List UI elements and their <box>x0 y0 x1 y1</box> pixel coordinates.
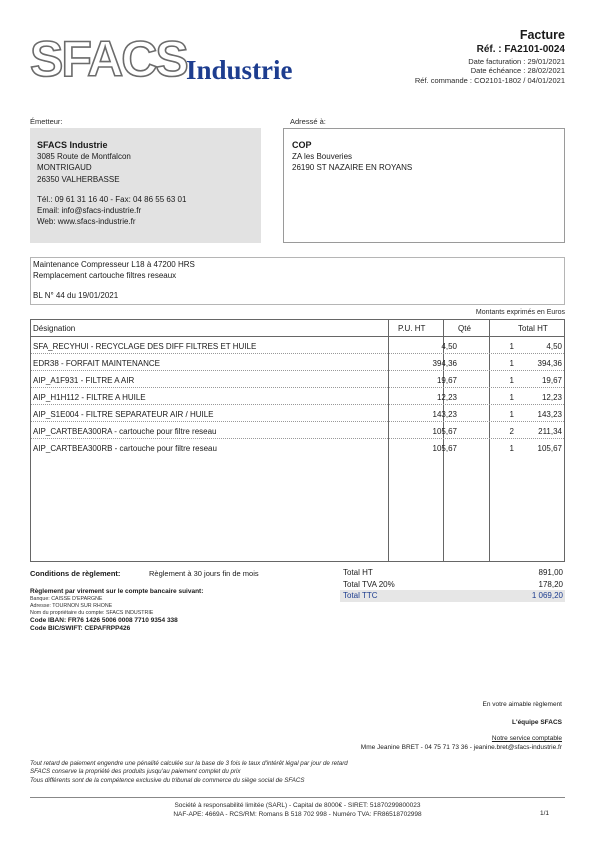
emitter-website[interactable]: Web: www.sfacs-industrie.fr <box>37 217 136 227</box>
emitter-box <box>30 128 261 243</box>
closing-signature: L'équipe SFACS <box>512 719 562 726</box>
emitter-address-line: 3085 Route de Montfalcon <box>37 152 131 161</box>
delivery-note-reference: BL N° 44 du 19/01/2021 <box>33 291 119 300</box>
table-row <box>31 354 564 371</box>
footer-divider <box>30 797 565 798</box>
total-ht-label: Total HT <box>343 568 373 577</box>
company-footer <box>0 801 595 819</box>
payment-conditions <box>30 569 259 578</box>
invoice-due-date: Date échéance : 28/02/2021 <box>470 66 565 76</box>
total-ttc-label: Total TTC <box>343 591 378 600</box>
bic-code: Code BIC/SWIFT: CEPAFRPP426 <box>30 625 131 632</box>
recipient-box <box>283 128 565 243</box>
row-unit-price: 105,67 <box>432 427 457 436</box>
invoice-date: Date facturation : 29/01/2021 <box>468 57 565 66</box>
row-total: 394,36 <box>537 359 562 368</box>
row-designation: EDR38 - FORFAIT MAINTENANCE <box>33 359 160 368</box>
legal-line: Tous différents sont de la compétence exclusive du tribunal de commerce du siège social de SFACS <box>30 776 305 784</box>
row-unit-price: 394,36 <box>432 359 457 368</box>
emitter-address-line: MONTRIGAUD <box>37 163 92 173</box>
table-row <box>31 388 564 405</box>
logo-wordmark: SFACS <box>30 31 187 87</box>
table-row <box>31 439 564 456</box>
recipient-address-line: 26190 ST NAZAIRE EN ROYANS <box>292 163 413 173</box>
row-unit-price: 19,67 <box>436 376 457 385</box>
row-unit-price: 143,23 <box>432 410 457 419</box>
emitter-email[interactable]: Email: info@sfacs-industrie.fr <box>37 206 142 216</box>
bank-transfer-heading: Règlement par virement sur le compte bancaire suivant: <box>30 588 204 595</box>
totals-box <box>340 567 565 602</box>
iban-code: Code IBAN: FR76 1426 5006 0008 7710 9354 338 <box>30 617 178 624</box>
total-tva-value: 178,20 <box>538 579 563 589</box>
table-row <box>31 337 564 354</box>
row-designation: AIP_S1E004 - FILTRE SEPARATEUR AIR / HUILE <box>33 410 214 419</box>
accounting-service: Notre service comptable <box>491 735 562 742</box>
legal-line: SFACS conserve la propriété des produits jusqu'au paiement complet du prix <box>30 768 241 776</box>
invoice-reference: Réf. : FA2101-0024 <box>476 44 565 55</box>
row-quantity: 1 <box>509 359 514 368</box>
emitter-phone-fax: Tél.: 09 61 31 16 40 - Fax: 04 86 55 63 01 <box>37 194 187 204</box>
accounting-contact: Mme Jeanine BRET - 04 75 71 73 36 - jeanine.bret@sfacs-industrie.fr <box>360 744 562 751</box>
total-tva-row <box>340 579 565 591</box>
invoice-object-box <box>30 257 565 305</box>
row-unit-price: 105,67 <box>432 444 457 453</box>
recipient-label: Adressé à: <box>290 117 326 126</box>
row-total: 12,23 <box>541 393 562 402</box>
row-total: 19,67 <box>541 376 562 385</box>
closing-greeting: En votre aimable règlement <box>482 701 562 708</box>
order-reference: Réf. commande : CO2101-1802 / 04/01/2021 <box>414 75 565 85</box>
invoice-title: Facture <box>519 28 565 42</box>
row-unit-price: 4,50 <box>441 342 457 351</box>
recipient-name: COP <box>292 140 312 150</box>
bank-transfer-info <box>30 587 310 633</box>
object-line: Maintenance Compresseur L18 à 47200 HRS <box>33 260 195 269</box>
row-quantity: 1 <box>509 376 514 385</box>
row-designation: AIP_CARTBEA300RA - cartouche pour filtre reseau <box>33 427 217 436</box>
logo-subtitle: Industrie <box>186 55 293 85</box>
row-unit-price: 12,23 <box>436 393 457 402</box>
bank-name: Banque: CAISSE D'EPARGNE <box>30 596 103 602</box>
header-designation: Désignation <box>33 324 76 333</box>
currency-note: Montants exprimés en Euros <box>475 309 565 316</box>
conditions-label: Conditions de règlement: <box>30 569 121 578</box>
row-designation: SFA_RECYHUI - RECYCLAGE DES DIFF FILTRES ET HUILE <box>33 342 257 351</box>
row-designation: AIP_H1H112 - FILTRE A HUILE <box>33 393 146 402</box>
table-row <box>31 422 564 439</box>
legal-notice <box>30 760 450 785</box>
row-total: 105,67 <box>537 444 562 453</box>
total-ht-value: 891,00 <box>538 568 563 577</box>
total-ttc-row <box>340 590 565 602</box>
emitter-name: SFACS Industrie <box>37 140 108 150</box>
table-row <box>31 371 564 388</box>
bank-address: Adresse: TOURNON SUR RHONE <box>30 603 113 609</box>
table-header <box>31 320 564 337</box>
row-total: 211,34 <box>538 427 562 436</box>
total-tva-label: Total TVA 20% <box>343 579 395 589</box>
emitter-address-line: 26350 VALHERBASSE <box>37 174 120 184</box>
page-number: 1/1 <box>539 810 549 817</box>
footer-line: NAF-APE: 4669A - RCS/RM: Romans B 518 702 998 - Numéro TVA: FR86518702998 <box>173 811 422 818</box>
row-quantity: 2 <box>509 427 514 436</box>
items-table <box>30 319 565 562</box>
row-quantity: 1 <box>509 393 514 402</box>
table-row <box>31 405 564 422</box>
row-designation: AIP_A1F931 - FILTRE A AIR <box>33 376 135 385</box>
total-ttc-value: 1 069,20 <box>531 591 563 600</box>
row-designation: AIP_CARTBEA300RB - cartouche pour filtre reseau <box>33 444 217 453</box>
legal-line: Tout retard de paiement engendre une pénalité calculée sur la base de 3 fois le taux d'intérêt légal par jour de retard <box>30 760 348 767</box>
row-quantity: 1 <box>509 342 514 351</box>
company-logo <box>30 30 320 88</box>
total-ht-row <box>340 567 565 579</box>
header-quantity: Qté <box>458 324 471 333</box>
row-quantity: 1 <box>509 410 514 419</box>
row-total: 4,50 <box>546 342 562 351</box>
emitter-label: Émetteur: <box>30 117 63 126</box>
row-total: 143,23 <box>537 410 562 419</box>
conditions-value: Règlement à 30 jours fin de mois <box>149 569 259 578</box>
invoice-header <box>415 28 565 85</box>
account-owner: Nom du propriétaire du compte: SFACS INDUSTRIE <box>30 610 154 616</box>
header-total: Total HT <box>518 324 548 333</box>
footer-line: Société à responsabilité limitée (SARL) - Capital de 8000€ - SIRET: 51870299800023 <box>174 802 421 809</box>
recipient-address-line: ZA les Bouveries <box>292 152 353 161</box>
object-line: Remplacement cartouche filtres reseaux <box>33 270 177 280</box>
header-unit-price: P.U. HT <box>398 324 426 333</box>
row-quantity: 1 <box>509 444 514 453</box>
